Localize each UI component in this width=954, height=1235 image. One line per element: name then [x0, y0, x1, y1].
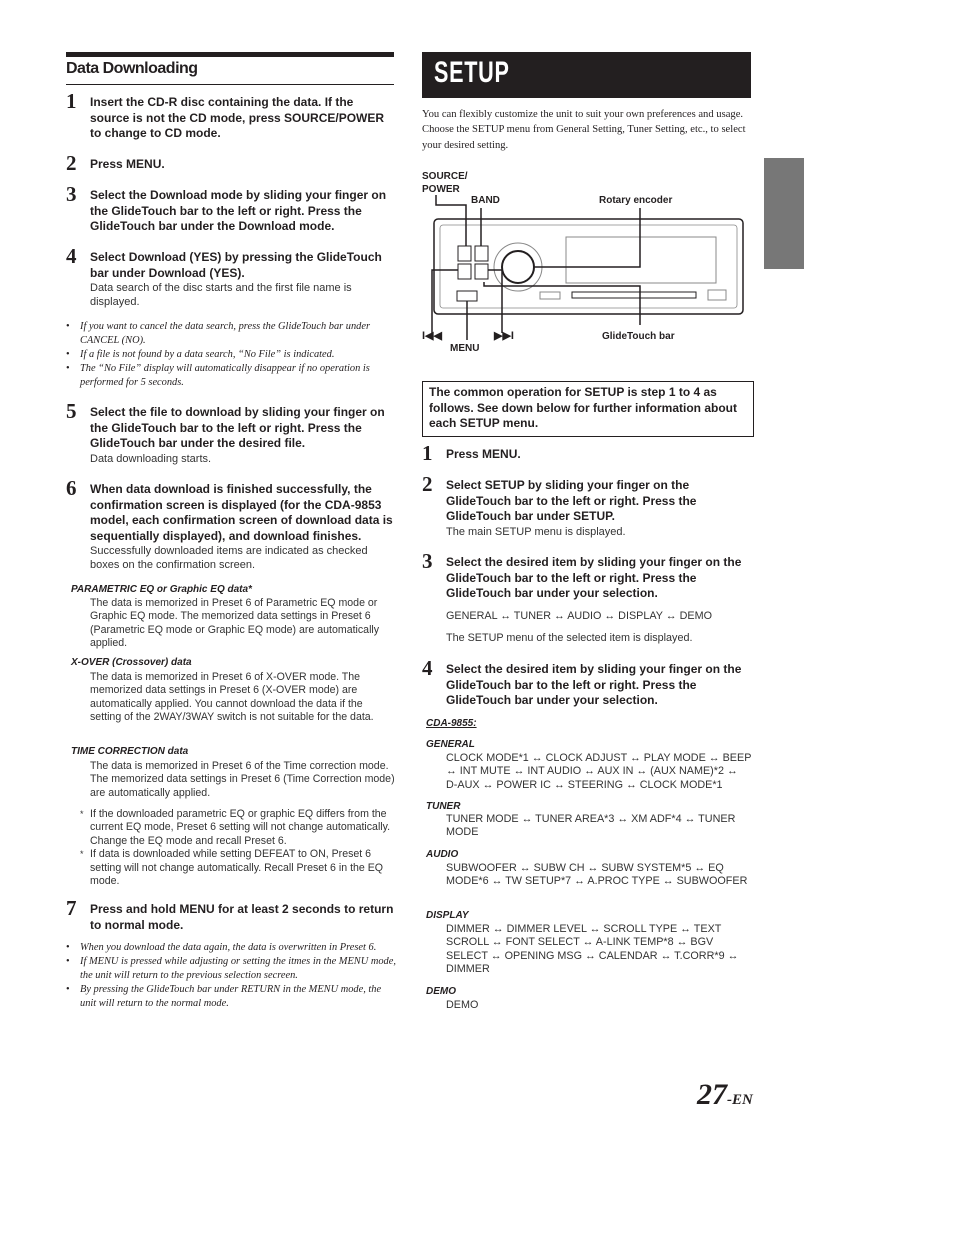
- step-text: When data download is finished successfully, the confirmation screen is displayed (for the CDA-9853 model, each confirmation screen of download data is sequentially displayed), and download finishes.: [90, 482, 393, 543]
- category-display: DISPLAY: [426, 910, 469, 921]
- step-7: [66, 896, 396, 933]
- step-4: [66, 244, 396, 309]
- peq-text: The data is memorized in Preset 6 of Parametric EQ mode or Graphic EQ mode. The memorized data settings in Preset 6 (Parametric EQ mode or Graphic EQ mode) are automatically applied.: [90, 597, 380, 650]
- time-correction-header: TIME CORRECTION data: [71, 746, 189, 757]
- step-2: [66, 151, 396, 175]
- step-text: Insert the CD-R disc containing the data. If the source is not the CD mode, press SOURCE/POWER to change to CD mode.: [90, 95, 385, 141]
- setup-banner: [422, 52, 751, 98]
- band-label: BAND: [471, 195, 500, 206]
- note-item: • The “No File” display will automatically disappear if no operation is performed for 5 seconds.: [66, 362, 396, 390]
- setup-step-4: [422, 656, 752, 709]
- step-number: 5: [66, 399, 77, 423]
- setup-step-3: [422, 549, 752, 602]
- category-general: GENERAL: [426, 739, 475, 750]
- head-unit-diagram: [422, 195, 752, 355]
- step-text: Select the desired item by sliding your finger on the GlideTouch bar to the left or right. Press the GlideTouch bar under your selection.: [446, 662, 742, 708]
- step-3: [66, 182, 396, 235]
- setup-title: SETUP: [434, 56, 510, 89]
- setup-step-1: [422, 441, 752, 465]
- peq-header: PARAMETRIC EQ or Graphic EQ data*: [71, 584, 252, 595]
- step-text: Press and hold MENU for at least 2 seconds to return to normal mode.: [90, 902, 394, 932]
- xover-text: The data is memorized in Preset 6 of X-OVER mode. The memorized data settings in Preset 6 (X-OVER mode) are automatically applied. You cannot download the data if the setting of the 2WAY/3WAY switch is not suitable for the data.: [90, 671, 374, 724]
- category-sequence: TUNER MODE ↔ TUNER AREA*3 ↔ XM ADF*4 ↔ TUNER MODE: [446, 813, 736, 839]
- model-label: CDA-9855:: [426, 718, 477, 729]
- star-note: * If the downloaded parametric EQ or graphic EQ differs from the current EQ mode, Preset 6 setting will not change automatically. Change the EQ mode and recall Preset 6.: [80, 808, 391, 847]
- notes-list: [66, 320, 396, 390]
- section-title: Data Downloading: [66, 52, 394, 85]
- step-1: [66, 89, 396, 142]
- step-number: 4: [66, 244, 77, 268]
- setup-sequence-note: The SETUP menu of the selected item is displayed.: [446, 632, 693, 644]
- note-item: • By pressing the GlideTouch bar under RETURN in the MENU mode, the unit will return to the normal mode.: [66, 983, 396, 1011]
- step-text: Select SETUP by sliding your finger on the GlideTouch bar to the left or right. Press the GlideTouch bar under SETUP.: [446, 478, 697, 524]
- category-demo: DEMO: [426, 986, 456, 997]
- step-number: 1: [422, 441, 433, 465]
- step-text: Select the file to download by sliding your finger on the GlideTouch bar to the left or right. Press the GlideTouch bar under the desired file.: [90, 405, 385, 451]
- step-subtext: Data search of the disc starts and the first file name is displayed.: [90, 282, 352, 308]
- star-note: * If data is downloaded while setting DEFEAT to ON, Preset 6 setting will not change automatically. Recall Preset 6 in the EQ mode.: [80, 848, 384, 888]
- star-notes: [80, 808, 396, 888]
- intro-text: You can flexibly customize the unit to suit your own preferences and usage. Choose the SETUP menu from General Setting, Tuner Setting, etc., to select your desired setting.: [422, 109, 746, 151]
- asterisk-mark: *: [80, 809, 84, 819]
- next-track-icon: ▶▶I: [494, 330, 514, 342]
- setup-sequence: GENERAL ↔ TUNER ↔ AUDIO ↔ DISPLAY ↔ DEMO: [446, 610, 712, 622]
- step-number: 4: [422, 656, 433, 680]
- step-text: Press MENU.: [446, 447, 521, 461]
- note-item: • If a file is not found by a data search, “No File” is indicated.: [66, 348, 396, 362]
- category-sequence: DEMO: [446, 999, 479, 1011]
- prev-track-icon: I◀◀: [422, 330, 442, 342]
- step-subtext: Successfully downloaded items are indicated as checked boxes on the confirmation screen.: [90, 545, 368, 571]
- category-sequence: SUBWOOFER ↔ SUBW CH ↔ SUBW SYSTEM*5 ↔ EQ MODE*6 ↔ TW SETUP*7 ↔ A.PROC TYPE ↔ SUBWOOFER: [446, 862, 748, 888]
- setup-step-2: [422, 472, 752, 539]
- step-subtext: Data downloading starts.: [90, 452, 212, 465]
- step-number: 3: [422, 549, 433, 573]
- step-number: 2: [422, 472, 433, 496]
- step-number: 2: [66, 151, 77, 175]
- page-number: 27-EN: [697, 1078, 753, 1111]
- category-sequence: CLOCK MODE*1 ↔ CLOCK ADJUST ↔ PLAY MODE ↔ BEEP ↔ INT MUTE ↔ INT AUDIO ↔ AUX IN ↔ (AUX NAME)*2 ↔ D-AUX ↔ POWER IC ↔ STEERING ↔ CLOCK MODE*1: [446, 752, 752, 791]
- category-sequence: DIMMER ↔ DIMMER LEVEL ↔ SCROLL TYPE ↔ TEXT SCROLL ↔ FONT SELECT ↔ A-LINK TEMP*8 ↔ BGV SELECT ↔ OPENING MSG ↔ CALENDAR ↔ T.CORR*9 ↔ DIMMER: [446, 923, 739, 976]
- step-text: Select Download (YES) by pressing the GlideTouch bar under Download (YES).: [90, 250, 382, 280]
- step-number: 3: [66, 182, 77, 206]
- step-number: 7: [66, 896, 77, 920]
- step-text: Press MENU.: [90, 157, 165, 171]
- category-tuner: TUNER: [426, 801, 461, 812]
- rotary-encoder-label: Rotary encoder: [599, 195, 673, 206]
- glidetouch-label: GlideTouch bar: [602, 331, 675, 342]
- side-tab: [764, 158, 804, 269]
- step-text: Select the Download mode by sliding your finger on the GlideTouch bar to the left or right. Press the GlideTouch bar under the Download mode.: [90, 188, 387, 234]
- note-item: • When you download the data again, the data is overwritten in Preset 6.: [66, 941, 396, 955]
- asterisk-mark: *: [80, 849, 84, 860]
- common-operation-box: The common operation for SETUP is step 1 to 4 as follows. See down below for further information about each SETUP menu.: [422, 381, 754, 437]
- xover-header: X-OVER (Crossover) data: [71, 657, 192, 668]
- source-power-label: SOURCE/ POWER: [422, 171, 468, 195]
- step-6: [66, 476, 396, 572]
- time-correction-text: The data is memorized in Preset 6 of the Time correction mode. The memorized data settings in Preset 6 (Time Correction mode) are automatically applied.: [90, 760, 395, 799]
- step-5: [66, 399, 396, 466]
- note-item: • If MENU is pressed while adjusting or setting the itmes in the MENU mode, the unit will return to the previous selection secreen.: [66, 955, 396, 983]
- note-item: • If you want to cancel the data search, press the GlideTouch bar under CANCEL (NO).: [66, 320, 396, 348]
- menu-label: MENU: [450, 343, 480, 354]
- category-audio: AUDIO: [426, 849, 459, 860]
- step-text: Select the desired item by sliding your finger on the GlideTouch bar to the left or right. Press the GlideTouch bar under your selection.: [446, 555, 742, 601]
- step-number: 6: [66, 476, 77, 500]
- step-number: 1: [66, 89, 77, 113]
- notes-list-2: [66, 941, 396, 1011]
- step-subtext: The main SETUP menu is displayed.: [446, 525, 626, 538]
